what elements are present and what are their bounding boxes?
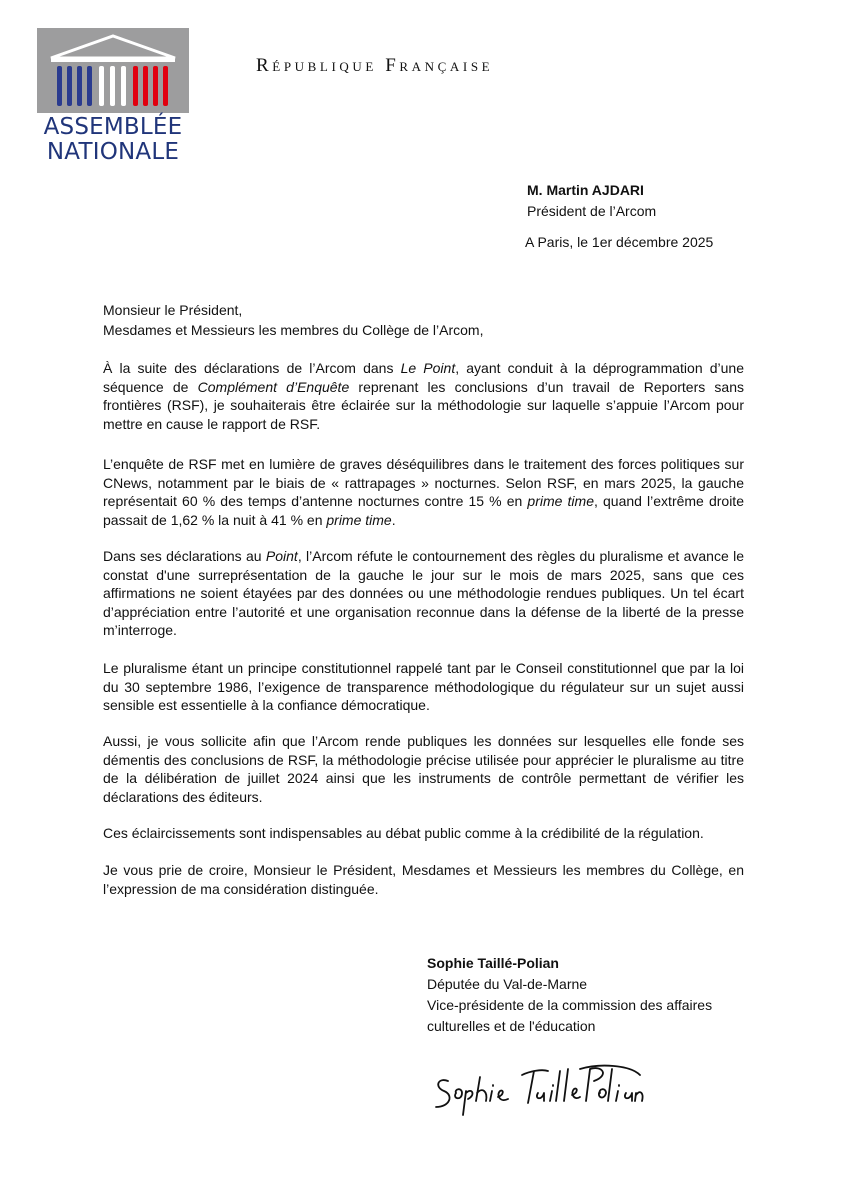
p2-italic-prime-time-1: prime time bbox=[527, 493, 594, 509]
paragraph-4: Le pluralisme étant un principe constitutionnel rappelé tant par le Conseil constitutionnel que par la loi du 30 septembre 1986, l’exigence de transparence méthodologique du régulateur sur un sujet aussi sensible est essentielle à la confiance démocratique. bbox=[103, 660, 744, 713]
p3-text-c: , l’Arcom réfute le contournement des règles du pluralisme et avance le constat d'une surreprésentation de la gauche le jour sur le mois de mars 2025, sans que ces affirmations ne soient étayées par des données ou une méthodologie rendues publiques. Un tel écart d’appréciation entre l’autorité et une organisation reconnue dans la défense de la liberté de la presse m’interroge. bbox=[103, 548, 744, 638]
signatory-title-2: Vice-présidente de la commission des affaires bbox=[427, 997, 713, 1013]
recipient-name: M. Martin AJDARI bbox=[527, 182, 644, 198]
letter-date: A Paris, le 1er décembre 2025 bbox=[525, 234, 714, 250]
p3-italic-point: Point bbox=[265, 548, 298, 564]
paragraph-1 bbox=[103, 359, 744, 433]
recipient-block bbox=[527, 180, 656, 222]
paragraph-2 bbox=[103, 455, 744, 529]
salutation bbox=[103, 300, 743, 340]
paragraph-6: Ces éclaircissements sont indispensables au débat public comme à la crédibilité de la régulation. bbox=[103, 825, 704, 841]
logo-line-1: ASSEMBLÉE bbox=[43, 114, 183, 140]
signatory-title-1: Députée du Val-de-Marne bbox=[427, 976, 588, 992]
salutation-line-1: Monsieur le Président, bbox=[103, 302, 243, 318]
p1-text-c: , ayant conduit à la déprogrammation d’une séquence de bbox=[103, 360, 744, 395]
assemblee-nationale-logo-icon bbox=[37, 28, 189, 113]
p1-text-a: À la suite des déclarations de l’Arcom dans bbox=[103, 360, 401, 376]
signature-block bbox=[427, 953, 747, 1037]
recipient-title: Président de l’Arcom bbox=[527, 203, 657, 219]
paragraph-5: Aussi, je vous sollicite afin que l’Arcom rende publiques les données sur lesquelles elle fonde ses démentis des conclusions de RSF, la méthodologie précise utilisée pour apprécier le pluralisme au titre de la délibération de juillet 2024 ainsi que les instruments de contrôle permettant de vérifier les déclarations des éditeurs. bbox=[103, 733, 744, 805]
p1-text-e: reprenant les conclusions d’un travail de Reporters sans frontières (RSF), je souhaiterais être éclairée sur la méthodologie sur laquelle s’appuie l’Arcom pour mettre en cause le rapport de RSF. bbox=[103, 378, 744, 432]
paragraph-7: Je vous prie de croire, Monsieur le Président, Mesdames et Messieurs les membres du Collège, en l’expression de ma considération distinguée. bbox=[103, 862, 744, 897]
p2-text-c: , quand l’extrême droite passait de 1,62 % la nuit à 41 % en bbox=[103, 493, 744, 528]
p3-text-a: Dans ses déclarations au bbox=[103, 548, 266, 564]
p2-text-a: L’enquête de RSF met en lumière de graves déséquilibres dans le traitement des forces politiques sur CNews, notamment par le biais de « rattrapages » nocturnes. Selon RSF, en mars 2025, la gauche représentait 60 % des temps d’antenne nocturnes contre 15 % en bbox=[103, 456, 744, 509]
logo-wordmark bbox=[37, 115, 189, 165]
handwritten-signature-icon bbox=[430, 1055, 645, 1120]
p1-italic-le-point: Le Point bbox=[400, 360, 456, 376]
p2-text-e: . bbox=[391, 511, 396, 528]
p1-italic-complement: Complément d’Enquête bbox=[197, 378, 350, 395]
republique-francaise-heading: République Française bbox=[256, 55, 494, 76]
assemblee-nationale-logo bbox=[37, 28, 189, 168]
salutation-line-2: Mesdames et Messieurs les membres du Collège de l’Arcom, bbox=[103, 322, 484, 338]
signatory-title-3: culturelles et de l'éducation bbox=[427, 1018, 596, 1034]
signatory-name: Sophie Taillé-Polian bbox=[427, 955, 559, 971]
logo-line-2: NATIONALE bbox=[46, 139, 180, 165]
paragraph-3 bbox=[103, 547, 744, 640]
p2-italic-prime-time-2: prime time bbox=[326, 511, 392, 528]
